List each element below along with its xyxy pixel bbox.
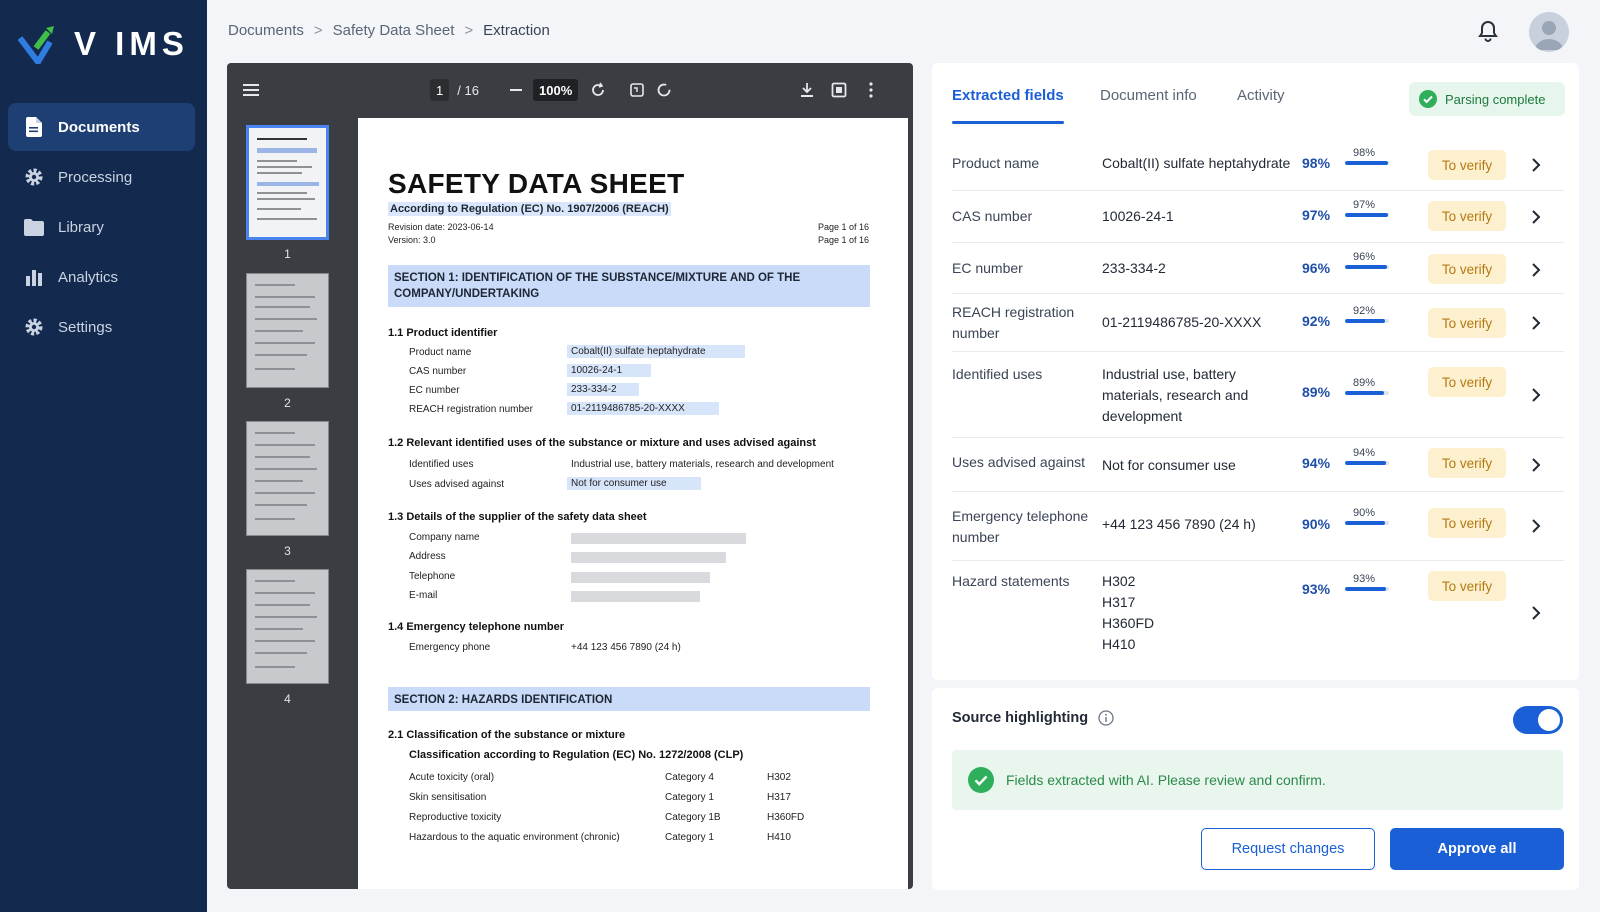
doc-hazard-code: H360FD [767,812,805,823]
to-verify-badge[interactable]: To verify [1428,448,1506,478]
gear-icon [24,167,44,187]
field-row[interactable] [952,352,1564,438]
doc-key: Company name [409,532,480,543]
thumbnail-strip [227,117,357,889]
to-verify-badge[interactable]: To verify [1428,571,1506,601]
doc-key: Reproductive toxicity [409,812,502,823]
sidebar-item-analytics[interactable] [8,253,195,301]
to-verify-badge[interactable]: To verify [1428,308,1506,338]
field-row[interactable] [952,492,1564,561]
redacted-value [571,572,710,583]
tab-document-info[interactable]: Document info [1100,87,1197,104]
field-value: 01-2119486785-20-XXXX [1102,314,1262,330]
menu-icon[interactable] [243,79,259,101]
parsing-status-text: Parsing complete [1445,91,1546,107]
confidence-bar-fill [1345,319,1385,323]
fit-page-icon[interactable] [629,79,645,101]
doc-category: Category 1 [665,832,714,843]
confidence-percent: 93% [1302,581,1331,597]
confidence-bar [1345,319,1389,323]
doc-hazard-code: H302 [767,772,791,783]
confidence-bar [1345,521,1389,525]
sidebar-item-processing[interactable] [8,153,195,201]
confidence-meter [1345,305,1389,323]
active-tab-indicator [952,121,1064,124]
confidence-bar [1345,265,1389,269]
thumbnail-label: 3 [284,544,291,558]
tab-extracted-fields[interactable]: Extracted fields [952,87,1064,104]
sidebar [0,0,207,912]
zoom-out-icon[interactable] [510,79,522,101]
doc-heading-1-2: 1.2 Relevant identified uses of the substance or mixture and uses advised against [388,437,816,449]
doc-category: Category 1 [665,792,714,803]
parsing-status-badge [1409,82,1565,116]
document-page [358,118,908,889]
field-label: Hazard statements [952,573,1070,589]
field-row[interactable] [952,133,1564,191]
doc-value-highlight[interactable]: 233-334-2 [567,383,639,396]
thumbnail-label: 4 [284,692,291,706]
chevron-right-icon[interactable] [1526,385,1546,405]
redacted-value [571,591,700,602]
to-verify-badge[interactable]: To verify [1428,201,1506,231]
confidence-percent: 96% [1302,260,1331,276]
chevron-right-icon[interactable] [1526,207,1546,227]
rotate-icon[interactable] [590,79,606,101]
chevron-right-icon[interactable] [1526,260,1546,280]
fullscreen-icon[interactable] [831,79,847,101]
doc-page-number: Page 1 of 16 [818,222,870,232]
thumbnail-label: 1 [284,247,291,261]
field-label: Product name [952,155,1040,171]
breadcrumb-item[interactable]: Safety Data Sheet [332,22,455,39]
confidence-bar-fill [1345,587,1386,591]
sidebar-item-label: Analytics [58,268,119,286]
ai-notice [952,750,1563,810]
viewer-toolbar [227,63,913,117]
doc-key: Hazardous to the aquatic environment (chronic) [409,832,620,843]
doc-value-highlight[interactable]: Not for consumer use [567,477,701,490]
folder-icon [24,217,44,237]
field-label: Uses advised against [952,454,1086,470]
breadcrumb-current: Extraction [483,22,550,39]
doc-value-highlight[interactable]: Cobalt(II) sulfate heptahydrate [567,345,745,358]
doc-category: Category 1B [665,812,721,823]
doc-page-number: Page 1 of 16 [818,235,870,245]
confidence-bar-fill [1345,391,1384,395]
doc-value-highlight[interactable]: 01-2119486785-20-XXXX [567,402,719,415]
document-viewer [227,63,913,889]
doc-key: Telephone [409,571,456,582]
doc-heading-1-3: 1.3 Details of the supplier of the safety data sheet [388,511,647,523]
more-options-icon[interactable] [869,79,873,101]
source-highlighting-row [952,710,1114,726]
sidebar-item-label: Library [58,218,104,236]
confidence-percent: 89% [1302,384,1331,400]
confidence-bar [1345,461,1389,465]
doc-key: E-mail [409,590,438,601]
chevron-right-icon[interactable] [1526,516,1546,536]
confidence-bar-fill [1345,521,1385,525]
zoom-level[interactable]: 100% [533,79,578,101]
confidence-meter [1345,507,1389,525]
doc-heading-1-4: 1.4 Emergency telephone number [388,621,565,633]
chevron-right-icon[interactable] [1526,313,1546,333]
breadcrumb [228,22,550,39]
doc-key: Uses advised against [409,479,505,490]
field-row[interactable] [952,294,1564,352]
field-row[interactable] [952,561,1564,661]
gear-icon [24,317,44,337]
bell-icon[interactable] [1478,20,1498,47]
doc-value-highlight[interactable]: 10026-24-1 [567,364,651,377]
check-circle-icon [968,767,994,793]
confidence-meter-label: 92% [1352,305,1376,317]
review-actions-panel [932,688,1579,890]
check-circle-icon [1419,90,1437,108]
confidence-bar [1345,587,1389,591]
to-verify-badge[interactable]: To verify [1428,508,1506,538]
page-thumbnail-3[interactable] [246,421,329,536]
confidence-bar [1345,161,1389,165]
doc-key: REACH registration number [409,404,533,415]
breadcrumb-separator: > [464,22,474,39]
sidebar-item-library[interactable] [8,203,195,251]
bar-chart-icon [24,267,44,287]
request-changes-button[interactable]: Request changes [1201,828,1375,870]
doc-value: +44 123 456 7890 (24 h) [571,642,681,653]
confidence-bar-fill [1345,265,1387,269]
field-value: 233-334-2 [1102,260,1166,276]
page-thumbnail-4[interactable] [246,569,329,684]
avatar[interactable] [1529,12,1569,52]
confidence-meter-label: 96% [1352,251,1376,263]
confidence-meter [1345,573,1389,591]
field-value: Cobalt(II) sulfate heptahydrate [1102,155,1291,171]
doc-version: Version: 3.0 [388,235,436,245]
confidence-meter-label: 89% [1352,377,1376,389]
chevron-right-icon[interactable] [1526,455,1546,475]
doc-key: Acute toxicity (oral) [409,772,495,783]
doc-subheading: Classification according to Regulation (EC) No. 1272/2008 (CLP) [409,749,744,761]
confidence-meter [1345,377,1389,395]
chevron-right-icon[interactable] [1526,603,1546,623]
extraction-panel [932,63,1579,680]
confidence-meter-label: 98% [1352,147,1376,159]
sidebar-item-label: Documents [58,118,140,136]
doc-heading-1-1: 1.1 Product identifier [388,327,498,339]
doc-title: SAFETY DATA SHEET [388,168,685,199]
field-row[interactable] [952,191,1564,243]
logo-check-icon [18,24,68,64]
doc-hazard-code: H317 [767,792,791,803]
doc-key: Skin sensitisation [409,792,487,803]
doc-key: CAS number [409,366,467,377]
doc-heading-2-1: 2.1 Classification of the substance or mixture [388,729,626,741]
approve-all-button[interactable]: Approve all [1390,828,1564,870]
doc-key: EC number [409,385,460,396]
page-total: / 16 [457,82,479,98]
confidence-bar-fill [1345,161,1388,165]
field-label: CAS number [952,208,1033,224]
field-value: Not for consumer use [1102,457,1236,473]
sidebar-item-label: Processing [58,168,133,186]
confidence-meter-label: 94% [1352,447,1376,459]
field-value: H302 H317 H360FD H410 [1102,573,1155,652]
doc-key: Identified uses [409,459,474,470]
source-highlighting-label: Source highlighting [952,710,1089,726]
confidence-percent: 97% [1302,207,1331,223]
confidence-meter-label: 93% [1352,573,1376,585]
confidence-percent: 98% [1302,155,1331,171]
logo-text: V IMS [74,25,189,62]
confidence-bar-fill [1345,213,1388,217]
confidence-meter-label: 90% [1352,507,1376,519]
sidebar-item-documents[interactable] [8,103,195,151]
sidebar-item-settings[interactable] [8,303,195,351]
toggle-knob [1538,709,1560,731]
redacted-value [571,552,726,563]
field-row[interactable] [952,243,1564,294]
source-highlighting-toggle[interactable] [1513,706,1563,734]
page-number-input[interactable]: 1 [430,79,449,101]
confidence-bar [1345,391,1389,395]
confidence-percent: 92% [1302,313,1331,329]
app-logo[interactable] [18,24,189,64]
thumbnail-label: 2 [284,396,291,410]
confidence-meter [1345,199,1389,217]
doc-section-1: SECTION 1: IDENTIFICATION OF THE SUBSTANCE/MIXTURE AND OF THE COMPANY/UNDERTAKING [388,265,870,307]
field-row[interactable] [952,438,1564,492]
confidence-meter [1345,251,1389,269]
doc-key: Product name [409,347,472,358]
info-icon[interactable] [1098,710,1114,726]
doc-key: Address [409,551,446,562]
to-verify-badge[interactable]: To verify [1428,254,1506,284]
confidence-meter-label: 97% [1352,199,1376,211]
field-value: +44 123 456 7890 (24 h) [1102,516,1256,532]
doc-key: Emergency phone [409,642,491,653]
field-label: Identified uses [952,366,1043,382]
doc-subtitle: According to Regulation (EC) No. 1907/2006 (REACH) [390,203,669,215]
sidebar-nav [8,103,195,353]
field-value: Industrial use, battery materials, research and development [1102,366,1249,424]
breadcrumb-item[interactable]: Documents [228,22,304,39]
page-indicator [430,79,479,101]
to-verify-badge[interactable]: To verify [1428,150,1506,180]
doc-revision: Revision date: 2023-06-14 [388,222,494,232]
refresh-icon[interactable] [656,79,672,101]
field-value: 10026-24-1 [1102,208,1174,224]
doc-value: Industrial use, battery materials, research and development [571,459,834,470]
ai-notice-text: Fields extracted with AI. Please review and confirm. [1006,772,1326,788]
redacted-value [571,533,746,544]
document-icon [24,117,44,137]
page-thumbnail-2[interactable] [246,273,329,388]
field-label: EC number [952,260,1023,276]
doc-category: Category 4 [665,772,714,783]
breadcrumb-separator: > [313,22,323,39]
field-label: Emergency telephone number [952,508,1089,545]
confidence-percent: 94% [1302,455,1331,471]
page-thumbnail-1[interactable] [246,125,329,240]
chevron-right-icon[interactable] [1526,155,1546,175]
confidence-bar-fill [1345,461,1386,465]
to-verify-badge[interactable]: To verify [1428,367,1506,397]
download-icon[interactable] [799,79,815,101]
tab-activity[interactable]: Activity [1237,87,1285,104]
confidence-meter [1345,147,1389,165]
confidence-percent: 90% [1302,516,1331,532]
doc-hazard-code: H410 [767,832,791,843]
confidence-meter [1345,447,1389,465]
doc-section-2: SECTION 2: HAZARDS IDENTIFICATION [388,687,870,711]
sidebar-item-label: Settings [58,318,113,336]
field-label: REACH registration number [952,304,1075,341]
confidence-bar [1345,213,1389,217]
